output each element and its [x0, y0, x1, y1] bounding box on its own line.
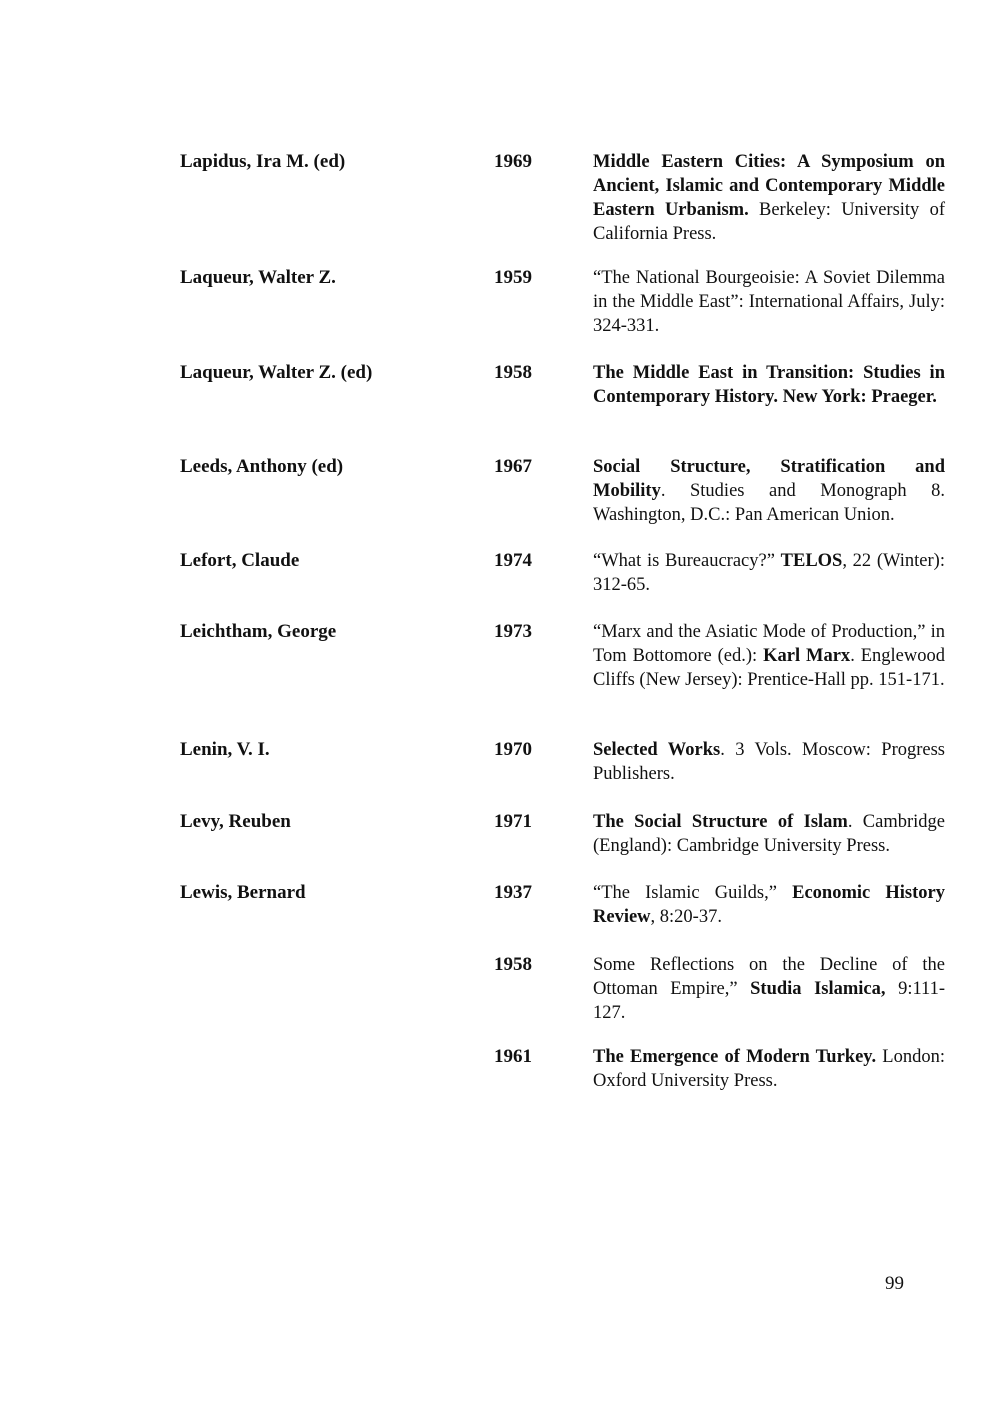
reference-text: London: Oxford University Press. [593, 1047, 945, 1091]
entry-year: 1937 [494, 882, 532, 903]
reference-text: . Englewood Cliffs (New Jersey): Prentice-Hall pp. 151-171. [593, 646, 945, 690]
reference-title-text: Karl Marx [763, 646, 851, 666]
entry-reference [593, 810, 945, 858]
reference-text: 9:111-127. [593, 979, 945, 1023]
reference-text: “The Islamic Guilds,” [593, 883, 793, 903]
reference-text: “Marx and the Asiatic Mode of Production,” in Tom Bottomore (ed.): [593, 622, 945, 666]
entry-reference [593, 881, 945, 929]
reference-title-text: TELOS [780, 551, 843, 571]
entry-year: 1958 [494, 362, 532, 383]
reference-text: , 8:20-37. [650, 907, 722, 927]
entry-author: Lefort, Claude [180, 550, 300, 571]
entry-author: Leichtham, George [180, 621, 337, 642]
entry-reference [593, 455, 945, 527]
entry-author: Laqueur, Walter Z. [180, 267, 336, 288]
reference-title-text: Studia Islamica, [750, 979, 886, 999]
entry-year: 1973 [494, 621, 532, 642]
entry-author: Levy, Reuben [180, 811, 291, 832]
reference-text: . 3 Vols. Moscow: Progress Publishers. [593, 740, 946, 784]
entry-year: 1958 [494, 954, 532, 975]
entry-year: 1974 [494, 550, 532, 571]
reference-title-text: Economic History Review [593, 883, 945, 927]
reference-title-text: The Social Structure of Islam [593, 812, 848, 832]
entry-reference [593, 150, 945, 246]
entry-year: 1969 [494, 151, 532, 172]
entry-reference [593, 1045, 945, 1093]
reference-text: “What is Bureaucracy?” [593, 551, 781, 571]
entry-reference [593, 266, 945, 338]
entry-author: Laqueur, Walter Z. (ed) [180, 362, 373, 383]
reference-title-text: Social Structure, Stratification and Mobility [593, 457, 945, 501]
entry-year: 1970 [494, 739, 532, 760]
entry-author: Lewis, Bernard [180, 882, 306, 903]
entry-reference [593, 620, 945, 692]
reference-text: Berkeley: University of California Press. [593, 200, 945, 244]
reference-text: . Studies and Monograph 8. Washington, D.C.: Pan American Union. [593, 481, 945, 525]
entry-year: 1967 [494, 456, 532, 477]
entry-year: 1971 [494, 811, 532, 832]
entry-reference [593, 953, 945, 1025]
reference-text: , 22 (Winter): 312-65. [593, 551, 945, 595]
entry-year: 1961 [494, 1046, 532, 1067]
entry-reference [593, 549, 945, 597]
reference-title-text: The Emergence of Modern Turkey. [593, 1047, 877, 1067]
reference-title-text: Selected Works [593, 740, 721, 760]
reference-text: “The National Bourgeoisie: A Soviet Dilemma in the Middle East”: International Affairs, July: 324-331. [593, 268, 945, 336]
reference-text: Some Reflections on the Decline of the Ottoman Empire,” [593, 955, 945, 999]
entry-author: Lenin, V. I. [180, 739, 270, 760]
reference-text: . Cambridge (England): Cambridge University Press. [593, 812, 946, 856]
entry-year: 1959 [494, 267, 532, 288]
entry-author: Leeds, Anthony (ed) [180, 456, 344, 477]
entry-reference [593, 738, 945, 786]
entry-author: Lapidus, Ira M. (ed) [180, 151, 346, 172]
reference-title-text: The Middle East in Transition: Studies in Contemporary History. New York: Praeger. [593, 363, 945, 407]
page-number: 99 [885, 1273, 904, 1294]
reference-title-text: Middle Eastern Cities: A Symposium on Ancient, Islamic and Contemporary Middle Eastern Urbanism. [593, 152, 945, 220]
entry-reference [593, 361, 945, 409]
